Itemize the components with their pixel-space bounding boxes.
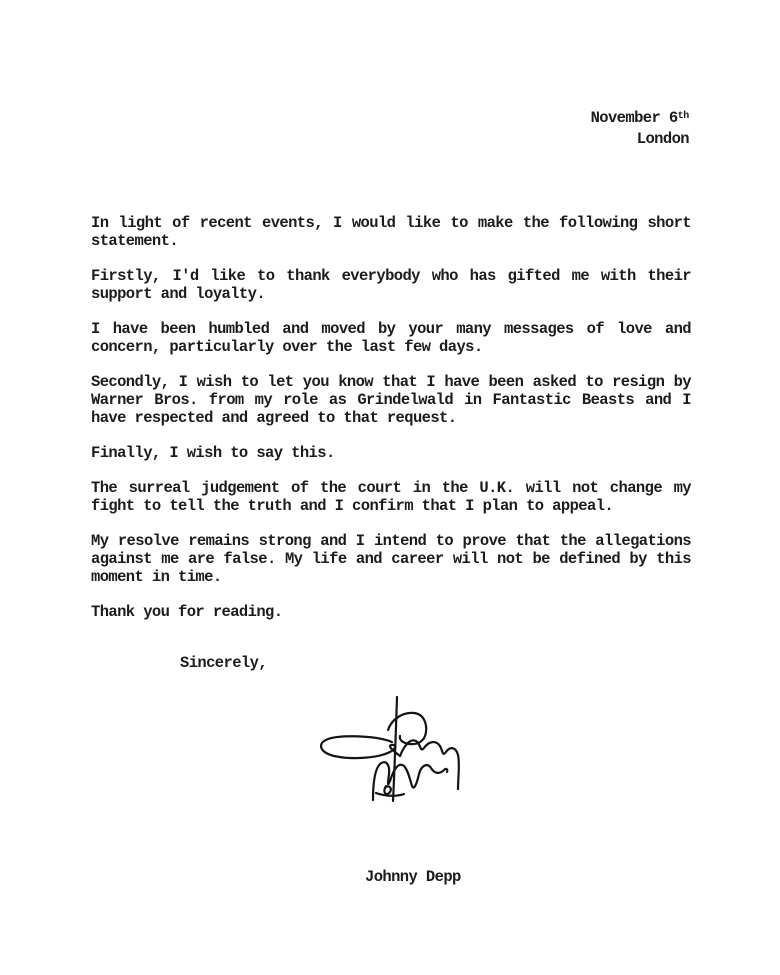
- letter-line: Warner Bros. from my role as Grindelwald in Fantastic Beasts and I: [91, 391, 691, 409]
- date-superscript: th: [677, 111, 689, 122]
- letter-line: against me are false. My life and career will not be defined by this: [91, 550, 691, 568]
- letter-line: concern, particularly over the last few days.: [91, 338, 483, 356]
- letter-line: statement.: [91, 232, 179, 250]
- date-text: November 6: [590, 109, 678, 127]
- paragraph: [91, 267, 691, 303]
- letter-line: fight to tell the truth and I confirm that I plan to appeal.: [91, 497, 614, 515]
- closing-sincerely: Sincerely,: [180, 654, 268, 672]
- paragraph: [91, 373, 691, 427]
- date-block: [591, 109, 689, 148]
- letter-location: London: [636, 130, 689, 148]
- letter-line: Thank you for reading.: [91, 603, 283, 621]
- paragraph: [91, 320, 691, 356]
- letter-body: [91, 214, 691, 638]
- letter-line: have respected and agreed to that request.: [91, 409, 457, 427]
- paragraph: [91, 603, 691, 621]
- letter-line: I have been humbled and moved by your many messages of love and: [91, 320, 691, 338]
- letter-date: [591, 109, 689, 130]
- signed-name: Johnny Depp: [365, 868, 461, 886]
- letter-line: moment in time.: [91, 568, 222, 586]
- paragraph: [91, 532, 691, 586]
- paragraph: [91, 479, 691, 515]
- handwritten-signature-icon: [300, 688, 480, 808]
- letter-line: Secondly, I wish to let you know that I have been asked to resign by: [91, 373, 691, 391]
- letter-line: Finally, I wish to say this.: [91, 444, 335, 462]
- paragraph: [91, 214, 691, 250]
- letter-line: My resolve remains strong and I intend to prove that the allegations: [91, 532, 691, 550]
- letter-line: The surreal judgement of the court in the U.K. will not change my: [91, 479, 691, 497]
- paragraph: [91, 444, 691, 462]
- letter-line: Firstly, I'd like to thank everybody who has gifted me with their: [91, 267, 691, 285]
- letter-line: support and loyalty.: [91, 285, 266, 303]
- letter-line: In light of recent events, I would like to make the following short: [91, 214, 691, 232]
